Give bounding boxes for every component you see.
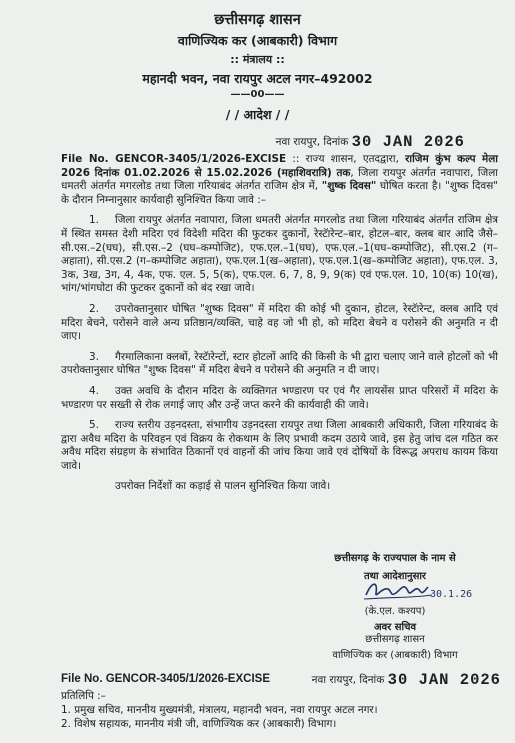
date-stamp: 30 JAN 2026: [351, 133, 465, 151]
copy-date-stamp: 30 JAN 2026: [387, 671, 501, 689]
authority-line-2: तथा आदेशानुसार: [363, 571, 427, 582]
address-line: महानदी भवन, नवा रायपुर अटल नगर–492002: [142, 71, 373, 86]
signatory-name: (के.एल. कश्यप): [364, 606, 426, 617]
paragraph-1: [61, 214, 498, 296]
ministry-label: :: मंत्रालय ::: [230, 53, 285, 66]
order-place: नवा रायपुर, दिनांक: [275, 136, 349, 148]
intro-text-a: :: राज्य शासन, एतदद्वारा,: [286, 153, 406, 165]
paragraph-number: 4.: [89, 384, 99, 397]
department-title: वाणिज्यिक कर (आबकारी) विभाग: [177, 33, 338, 48]
paragraph-text: राज्य स्तरीय उड़नदस्ता, संभागीय उड़नदस्ता रायपुर तथा जिला आबकारी अधिकारी, जिला गरियाबंद के द्वारा अवैध मदिरा के परिवहन एवं विक्रय के रोकथाम के लिए प्रभावी कदम उठाये जावे, इस हेतु जांच दल गठित कर अवैध मदिरा संग्रहण के संभावित ठिकानों एवं वाहनों की जांच किया जावे एवं दोषियों के विरूद्ध अपराध कायम किया जावे।: [61, 419, 498, 472]
handwritten-signature: [362, 577, 472, 603]
order-heading: / / आदेश / /: [225, 107, 290, 122]
paragraph-4: [61, 385, 498, 412]
signatory-org-2: वाणिज्यिक कर (आबकारी) विभाग: [332, 650, 458, 661]
signatory-block: [325, 603, 465, 633]
authority-line-1: छत्तीसगढ़ के राज्यपाल के नाम से: [334, 553, 456, 564]
copy-file-number: File No. GENCOR-3405/1/2026-EXCISE: [61, 673, 270, 685]
dry-day-label: "शुष्क दिवस": [321, 180, 377, 193]
paragraph-text: जिला रायपुर अंतर्गत नवापारा, जिला धमतरी अंतर्गत मगरलोड तथा जिला गरियाबंद अंतर्गत राजिम क्षेत्र में स्थित समस्त देशी मदिरा एवं विदेशी मदिरा की फुटकर दुकानों, रेस्टॅारेन्ट–बार, होटल–बार, क्लब बार आदि जैसे– सी.एस.–2(घघ), सी.एस.–2 (घघ–कम्पोजिट), एफ.एल.–1(घघ), एफ.एल.–1(घघ–कम्पोजिट), सी.एस.2 (ग–अहाता), सी.एस.2 (ग–कम्पोजिट अहाता), एफ.एल.1(ख–अहाता), एफ.एल.1(ख–कम्पोजिट अहाता), एफ.एल. 3, 3क, 3ख, 3ग, 4, 4क, एफ. एल. 5, 5(क), एफ.एल. 6, 7, 8, 9, 9(क) एवं एफ.एल. 10, 10(क) 10(ख), भांग/भांगघोटा की फुटकर दुकानों को बंद रखा जावे।: [61, 214, 498, 295]
signatory-designation: अवर सचिव: [373, 622, 417, 633]
copy-dateline: [312, 671, 501, 689]
file-number: File No. GENCOR-3405/1/2026-EXCISE: [61, 153, 287, 165]
paragraph-2: [61, 303, 498, 344]
paragraph-text: गैरमालिकाना क्लबों, रेस्टॅारेन्टों, स्टार होटलों आदि की किसी के भी द्वारा चलाए जाने वाले होटलों को भी उपरोक्तानुसार घोषित "शुष्क दिवस" में मदिरा बेचने व परोसने की अनुमति न दी जाए।: [61, 350, 498, 377]
copy-place: नवा रायपुर, दिनांक: [311, 674, 385, 686]
copy-label: प्रतिलिपि :–: [61, 690, 106, 702]
paragraph-text: उपरोक्तानुसार घोषित "शुष्क दिवस" में मदिरा की कोई भी दुकान, होटल, रेस्टॅारेन्ट, क्लब आदि एवं मदिरा बेचने, परोसने वाले अन्य प्रतिष्ठान/व्यक्ति, चाहे वह जो भी हो, को मदिरा बेचने व परोसने की अनुमति न दी जाए।: [61, 302, 498, 343]
intro-text-c: घोषित करता है। "शुष्क दिवस" के दौरान निम्नानुसार कार्यवाही सुनिश्चित किया जावे :–: [61, 180, 498, 206]
copy-item: 2. विशेष सहायक, माननीय मंत्री जी, वाणिज्यिक कर (आबकारी) विभाग।: [61, 718, 337, 730]
svg-text:30.1.26: 30.1.26: [430, 589, 472, 600]
copy-list: [61, 689, 378, 731]
intro-text-b: , जिला रायपुर अंतर्गत नवापारा, जिला धमतरी अंतर्गत मगरलोड तथा जिला गरियाबंद अंतर्गत राजिम क्षेत्र में,: [61, 166, 498, 193]
paragraph-number: 5.: [89, 419, 99, 432]
paragraph-5: [61, 419, 498, 473]
govt-title: छत्तीसगढ़ शासन: [214, 12, 301, 28]
signatory-org-1: छत्तीसगढ़ शासन: [365, 634, 425, 645]
paragraph-number: 1.: [89, 214, 99, 227]
paragraph-number: 2.: [89, 302, 99, 315]
signatory-org: [300, 631, 490, 661]
paragraph-number: 3.: [89, 350, 99, 363]
intro-paragraph: [61, 153, 498, 207]
order-dateline: [276, 133, 465, 151]
separator: ——00——: [230, 89, 285, 100]
copy-item: 1. प्रमुख सचिव, माननीय मुख्यमंत्री, मंत्रालय, महानदी भवन, नवा रायपुर अटल नगर।: [61, 704, 378, 716]
order-body: [61, 153, 498, 501]
event-period: राजिम कुंभ कल्प मेला 2026 दिनांक 01.02.2026 से 15.02.2026 (महाशिवरात्रि) तक: [61, 153, 498, 179]
closing-line: उपरोक्त निर्देशों का कड़ाई से पालन सुनिश्चित किया जावे।: [115, 480, 331, 493]
paragraph-text: उक्त अवधि के दौरान मदिरा के व्यक्तिगत भण्डारण पर एवं गैर लायसेंस प्राप्त परिसरों में मदिरा के भण्डारण पर सख्ती से रोक लगाई जाए और उन्हें जप्त करने की कार्यवाही की जावे।: [61, 384, 498, 411]
paragraph-3: [61, 351, 498, 378]
